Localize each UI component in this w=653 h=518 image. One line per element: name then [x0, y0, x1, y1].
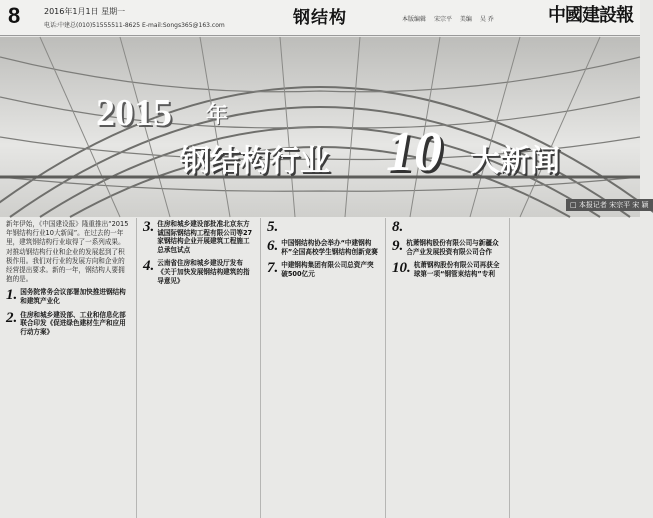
- headline-part-b: 大新闻: [470, 144, 560, 179]
- headline-number: 10: [386, 121, 442, 183]
- staff-credits: [402, 14, 500, 23]
- item-title: 住房和城乡建设部批准北京东方诚国际钢结构工程有限公司等27家钢结构企业开展建筑工程施工总承包试点: [157, 220, 253, 254]
- item-title: 云南省住房和城乡建设厅发布《关于加快发展钢结构建筑的指导意见》: [157, 259, 250, 285]
- news-item-5: [267, 220, 380, 234]
- article-columns: [0, 218, 640, 518]
- item-title: 住房和城乡建设部、工业和信息化部联合印发《促进绿色建材生产和应用行动方案》: [20, 310, 126, 336]
- contact-line: 电话:中建总(010)51555511-8625 E-mail:Songs365@163.com: [44, 22, 225, 29]
- page-number: 8: [8, 3, 21, 28]
- item-number: 3.: [143, 219, 155, 235]
- staff-designer-name: 吴 乔: [479, 16, 494, 23]
- section-title: 钢结构: [293, 8, 347, 28]
- page-header: [0, 0, 640, 36]
- headline-part-a: 钢结构行业: [180, 144, 330, 179]
- news-item-1: [6, 288, 130, 305]
- news-item-7: [267, 261, 380, 278]
- news-item-9: [392, 239, 504, 256]
- staff-editor-label: 本版编辑: [402, 16, 427, 23]
- item-title: 国务院常务会议部署加快推进钢结构和建筑产业化: [20, 288, 126, 306]
- item-number: 10.: [392, 260, 411, 277]
- column-4: [385, 218, 509, 518]
- intro-paragraph: 新年伊始，《中国建设报》隆重推出“2015年钢结构行业10大新闻”。在过去的一年里，建筑钢结构行业取得了一系列成果。对推动钢结构行业和企业的发展起到了积极作用。我们对行业的发展方向和企业的经营提出要求。新的一年，钢结构人要拥抱的是。: [6, 220, 129, 284]
- item-number: 5.: [267, 219, 279, 235]
- item-number: 8.: [392, 219, 404, 235]
- news-item-2: [6, 311, 130, 337]
- banner-year-suffix: 年: [206, 103, 229, 128]
- item-title: 中国钢结构协会举办“中建钢构杯”全国高校学生钢结构创新竞赛: [281, 239, 378, 256]
- staff-editor-name: 宋宗平: [433, 16, 452, 23]
- item-number: 7.: [267, 260, 279, 277]
- item-title: 杭萧钢构股份有限公司再获全球第一项“钢管束结构”专利: [413, 261, 500, 278]
- news-item-4: [143, 259, 255, 285]
- column-2: [136, 218, 260, 518]
- news-item-10: [392, 261, 504, 278]
- news-item-6: [267, 239, 380, 256]
- news-item-3: [143, 220, 255, 254]
- column-5: [509, 218, 640, 518]
- headline-banner: [0, 37, 649, 217]
- item-number: 9.: [392, 238, 404, 254]
- item-number: 2.: [6, 309, 18, 326]
- reporter-byline: □ 本报记者 宋宗平 宋 颖: [566, 199, 653, 211]
- newspaper-masthead: 中國建設報: [548, 5, 633, 26]
- news-item-8: [392, 220, 504, 234]
- item-title: 杭萧钢构股份有限公司与新疆众合产业发展投资有限公司合作: [406, 239, 499, 256]
- staff-designer-label: 美编: [459, 16, 472, 23]
- item-number: 4.: [143, 258, 155, 275]
- item-number: 1.: [6, 287, 18, 304]
- banner-year: 2015: [96, 92, 172, 134]
- item-number: 6.: [267, 238, 279, 254]
- item-title: 中建钢构集团有限公司总资产突破500亿元: [281, 261, 374, 278]
- column-1: [0, 218, 136, 518]
- column-3: [260, 218, 385, 518]
- issue-date: 2016年1月1日 星期一: [44, 7, 126, 16]
